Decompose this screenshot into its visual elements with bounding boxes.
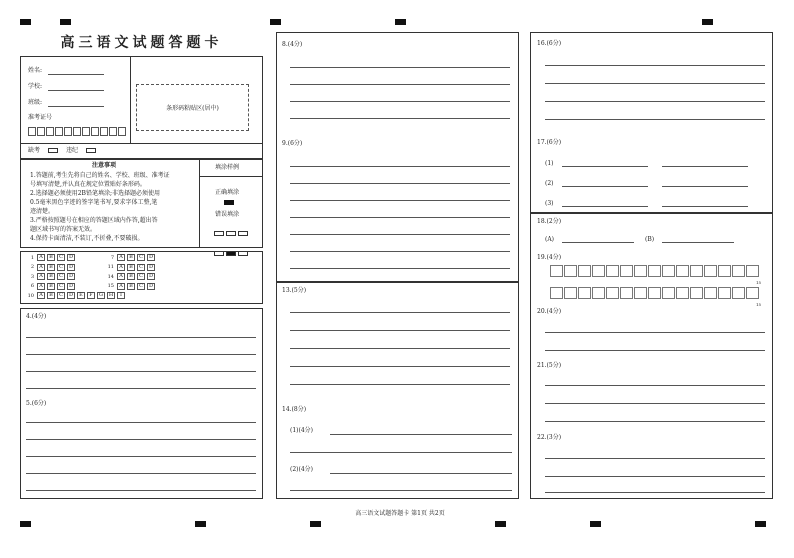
question-label-q14-2: (2)(4分) (290, 466, 313, 473)
answer-line[interactable] (545, 83, 765, 84)
fill-correct-label: 正确填涂 (215, 189, 240, 196)
mc-question-row (106, 273, 157, 280)
mc-question-row (106, 264, 157, 271)
mc-option-bubble[interactable]: A (37, 283, 45, 290)
question-label-q13: 13.(5分) (282, 287, 307, 294)
answer-line[interactable] (290, 101, 510, 102)
fill-correct-sample (224, 200, 234, 205)
notice-line: 2.选择题必须使用2B铅笔填涂;非选择题必须使用 (30, 190, 160, 197)
answer-line[interactable] (330, 473, 512, 474)
mc-question-number: 15 (107, 283, 114, 289)
answer-line[interactable] (26, 439, 256, 440)
mc-question-row (26, 254, 77, 261)
question-label-q9: 9.(6分) (282, 140, 303, 147)
answer-line[interactable] (290, 118, 510, 119)
answer-line[interactable] (562, 166, 648, 167)
answer-line[interactable] (26, 473, 256, 474)
ticket-number-cells[interactable] (28, 127, 127, 136)
class-field[interactable] (48, 106, 104, 107)
answer-line[interactable] (290, 330, 510, 331)
mc-option-bubble[interactable]: B (127, 264, 135, 271)
mc-question-number: 11 (107, 264, 114, 270)
alignment-mark (20, 19, 31, 25)
answer-line[interactable] (290, 251, 510, 252)
mc-option-bubble[interactable]: B (47, 273, 55, 280)
ticket-label: 准考证号 (28, 114, 53, 121)
alignment-mark (755, 521, 766, 527)
mc-option-bubble[interactable]: C (57, 292, 65, 299)
mc-option-bubble[interactable]: C (57, 283, 65, 290)
mc-option-bubble[interactable]: B (127, 283, 135, 290)
alignment-mark (20, 521, 31, 527)
alignment-mark (60, 19, 71, 25)
answer-line[interactable] (26, 354, 256, 355)
violation-label: 违纪 (66, 147, 79, 154)
grid-count-label: 15 (756, 302, 762, 307)
fill-example-divider (199, 176, 263, 177)
question-label-q17: 17.(6分) (537, 139, 562, 146)
question-label-q14-1: (1)(4分) (290, 427, 313, 434)
mc-option-bubble[interactable]: I (117, 292, 125, 299)
mc-option-bubble[interactable]: B (47, 292, 55, 299)
mc-option-bubble[interactable]: D (148, 273, 153, 279)
question-label-q14: 14.(8分) (282, 406, 307, 413)
answer-line[interactable] (545, 385, 765, 386)
mc-option-bubble[interactable]: A (117, 283, 125, 290)
class-label: 班级: (28, 99, 43, 106)
mc-option-bubble[interactable]: B (127, 273, 135, 280)
mc-option-bubble[interactable]: D (68, 282, 73, 289)
mc-option-bubble[interactable]: B (47, 283, 55, 290)
grid-count-label: 15 (756, 280, 762, 285)
mc-option-bubble[interactable]: A (37, 254, 45, 261)
info-divider-vertical (130, 56, 131, 143)
page-title: 高三语文试题答题卡 (60, 35, 223, 51)
mc-option-bubble[interactable]: C (137, 273, 145, 280)
question-label-q18: 18.(2分) (537, 218, 562, 225)
answer-line[interactable] (545, 65, 765, 66)
mc-question-row (26, 292, 127, 299)
answer-line[interactable] (290, 84, 510, 85)
mc-option-bubble[interactable]: D (68, 263, 73, 270)
answer-line[interactable] (290, 490, 512, 491)
barcode-label: 条形码粘贴区(居中) (166, 105, 219, 112)
question-label-q4: 4.(4分) (26, 313, 47, 320)
answer-line[interactable] (290, 217, 510, 218)
answer-line[interactable] (290, 234, 510, 235)
mc-option-bubble[interactable]: D (68, 273, 73, 279)
mc-question-number: 14 (107, 273, 114, 280)
answer-line[interactable] (290, 384, 510, 385)
mc-question-number: 2 (30, 264, 34, 270)
question-label-q20: 20.(4分) (537, 308, 562, 315)
question-label-q19: 19.(4分) (537, 254, 562, 261)
mc-option-bubble[interactable]: A (117, 254, 125, 261)
answer-box-q18-q22 (530, 213, 773, 499)
answer-line[interactable] (26, 490, 256, 491)
mc-option-bubble[interactable]: D (68, 292, 73, 298)
mc-question-number: 3 (30, 273, 34, 280)
fill-wrong-label: 错误填涂 (215, 211, 240, 218)
question-label-q21: 21.(5分) (537, 362, 562, 369)
notice-heading: 注意事项 (92, 162, 117, 169)
school-field[interactable] (48, 90, 104, 91)
answer-line[interactable] (26, 337, 256, 338)
mc-option-bubble[interactable]: C (137, 283, 145, 290)
question-label-q5: 5.(6分) (26, 400, 47, 407)
answer-box-q8-q9 (276, 32, 519, 282)
notice-divider (199, 159, 200, 248)
answer-line[interactable] (290, 67, 510, 68)
question-label-q18-a: (A) (545, 236, 555, 243)
mc-question-row (26, 273, 77, 280)
answer-line[interactable] (290, 183, 510, 184)
mc-option-bubble[interactable]: A (37, 264, 45, 271)
mc-option-bubble[interactable]: C (137, 254, 145, 261)
mc-question-number: 6 (30, 283, 34, 289)
school-label: 学校: (28, 83, 43, 90)
mc-option-bubble[interactable]: D (68, 254, 73, 260)
absent-checkbox[interactable] (48, 148, 58, 153)
answer-line[interactable] (290, 312, 510, 313)
answer-line[interactable] (26, 456, 256, 457)
answer-line[interactable] (545, 350, 765, 351)
violation-checkbox[interactable] (86, 148, 96, 153)
answer-line[interactable] (330, 434, 512, 435)
answer-line[interactable] (26, 371, 256, 372)
mc-option-bubble[interactable]: A (37, 273, 45, 280)
answer-line[interactable] (545, 421, 765, 422)
alignment-mark (395, 19, 406, 25)
answer-line[interactable] (290, 366, 510, 367)
page-footer: 高三语文试题答题卡 第1页 共2页 (355, 510, 445, 517)
answer-line[interactable] (562, 242, 634, 243)
alignment-mark (495, 521, 506, 527)
notice-line: 4.保持卡面清洁,不装订,不折叠,不要破损。 (30, 235, 144, 242)
answer-line[interactable] (545, 476, 765, 477)
answer-line[interactable] (290, 200, 510, 201)
mc-option-bubble[interactable]: C (57, 264, 65, 271)
answer-line[interactable] (26, 422, 256, 423)
question-label-q17-1: (1) (545, 160, 554, 167)
question-label-q17-3: (3) (545, 200, 554, 207)
answer-line[interactable] (290, 348, 510, 349)
question-label-q18-b: (B) (645, 236, 655, 243)
mc-option-bubble[interactable]: B (127, 254, 135, 261)
mc-option-bubble[interactable]: H (108, 292, 114, 298)
question-label-q22: 22.(3分) (537, 434, 562, 441)
answer-line[interactable] (545, 119, 765, 120)
answer-line[interactable] (662, 206, 748, 207)
mc-option-bubble[interactable]: E (77, 292, 85, 299)
notice-line: 1.答题前,考生先将自己的姓名、学校、班级、准考证 (30, 172, 170, 179)
notice-line: 3.严格按照题号在相应的答题区域内作答,超出答 (30, 217, 158, 224)
writing-grid-row[interactable] (550, 287, 760, 299)
mc-option-bubble[interactable]: C (137, 264, 145, 271)
mc-option-bubble[interactable]: G (99, 292, 103, 298)
answer-line[interactable] (545, 101, 765, 102)
notice-line: 号填写清楚,并认真在规定位置贴好条形码。 (30, 181, 146, 188)
alignment-mark (270, 19, 281, 25)
alignment-mark (590, 521, 601, 527)
answer-line[interactable] (26, 388, 256, 389)
mc-option-bubble[interactable]: A (117, 264, 125, 271)
writing-grid-row[interactable] (550, 265, 760, 277)
mc-option-bubble[interactable]: C (57, 254, 65, 261)
answer-line[interactable] (662, 166, 748, 167)
answer-line[interactable] (562, 206, 648, 207)
mc-question-number: 7 (110, 254, 114, 261)
mc-question-number: 1 (30, 254, 34, 261)
answer-line[interactable] (290, 166, 510, 167)
mc-question-row (106, 254, 157, 261)
question-label-q16: 16.(6分) (537, 40, 562, 47)
mc-question-row (26, 264, 77, 271)
mc-option-bubble[interactable]: C (57, 273, 65, 280)
alignment-mark (195, 521, 206, 527)
mc-question-row (106, 283, 157, 290)
mc-option-bubble[interactable]: F (87, 292, 95, 299)
info-divider-horizontal (20, 143, 263, 144)
answer-line[interactable] (545, 458, 765, 459)
name-field[interactable] (48, 74, 104, 75)
notice-line: 迹清楚。 (30, 208, 55, 215)
question-label-q8: 8.(4分) (282, 41, 303, 48)
mc-option-bubble[interactable]: D (148, 263, 153, 270)
answer-line[interactable] (290, 268, 510, 269)
absent-label: 缺考 (28, 147, 41, 154)
alignment-mark (702, 19, 713, 25)
answer-line[interactable] (562, 186, 648, 187)
mc-option-bubble[interactable]: D (148, 254, 153, 260)
alignment-mark (310, 521, 321, 527)
mc-option-bubble[interactable]: B (47, 254, 55, 261)
mc-question-row (26, 283, 77, 290)
mc-option-bubble[interactable]: D (148, 282, 153, 289)
notice-line: 0.5毫米黑色字迹的签字笔书写,要求字体工整,笔 (30, 199, 158, 206)
mc-question-number: 10 (27, 292, 34, 299)
answer-line[interactable] (545, 332, 765, 333)
name-label: 姓名: (28, 67, 43, 74)
answer-line[interactable] (290, 452, 512, 453)
answer-line[interactable] (662, 242, 734, 243)
answer-line[interactable] (662, 186, 748, 187)
notice-line: 题区域书写的答案无效。 (30, 226, 97, 233)
answer-line[interactable] (545, 403, 765, 404)
answer-line[interactable] (545, 492, 765, 493)
fill-example-heading: 填涂样例 (215, 164, 240, 171)
mc-option-bubble[interactable]: A (37, 292, 45, 299)
question-label-q17-2: (2) (545, 180, 554, 187)
mc-option-bubble[interactable]: B (47, 264, 55, 271)
mc-option-bubble[interactable]: A (117, 273, 125, 280)
